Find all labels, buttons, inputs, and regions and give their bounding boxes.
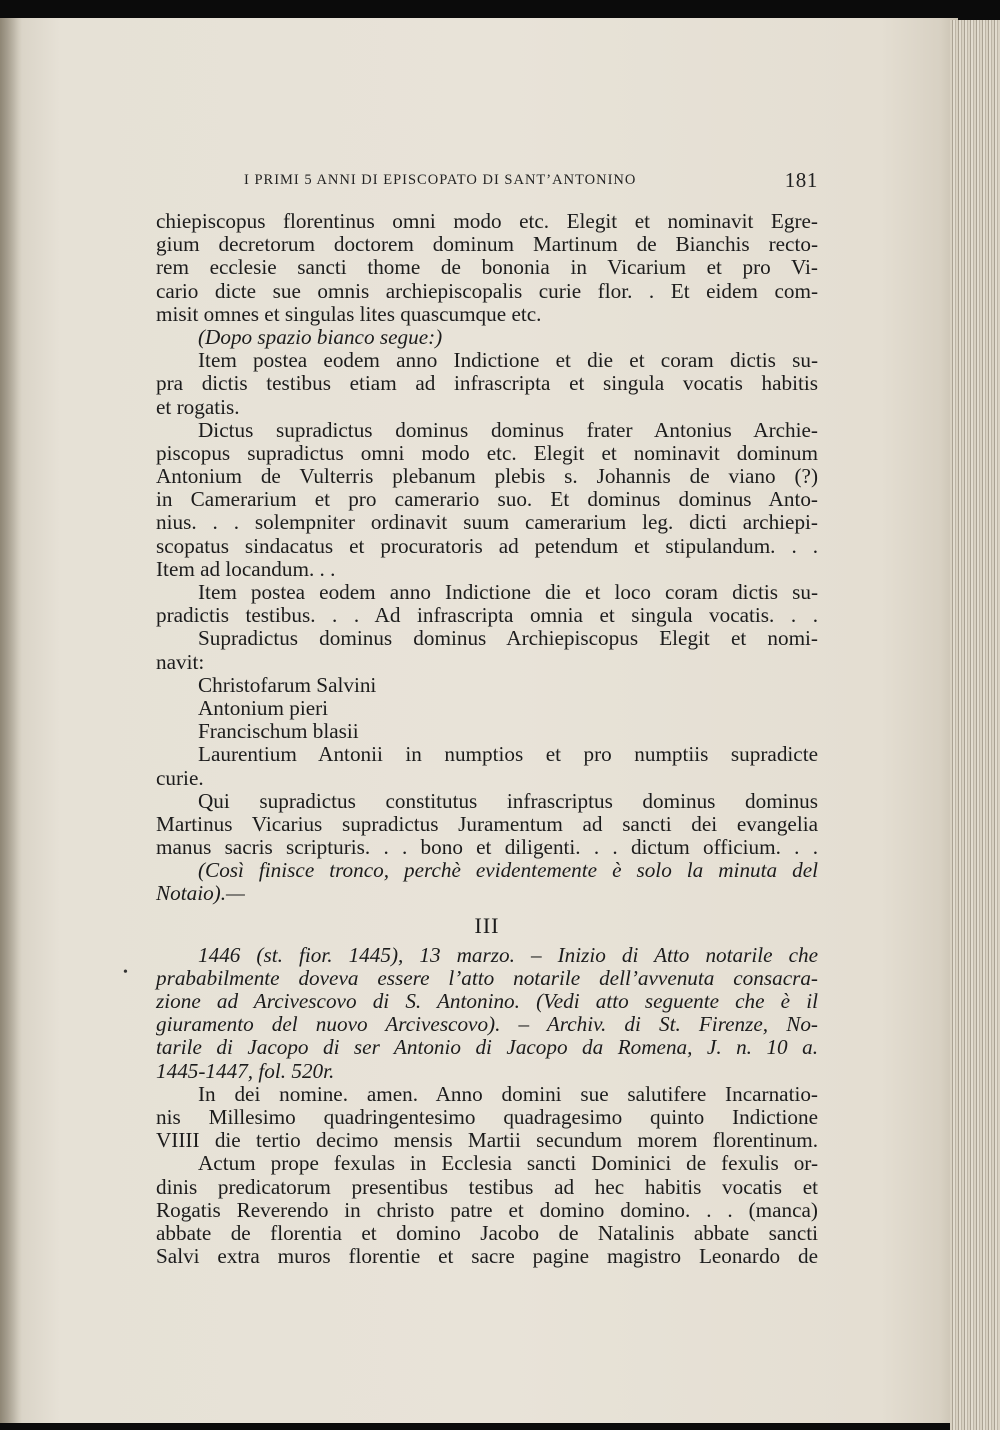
- document-summary: 1445-1447, fol. 520r.: [156, 1058, 335, 1083]
- text-line: Martinus Vicarius supradictus Juramentum ad sancti dei evangelia: [156, 811, 818, 836]
- text-line: dinis predicatorum presentibus testibus ad hec habitis vocatis et: [156, 1174, 818, 1199]
- document-summary: prababilmente doveva essere l’atto notarile dell’avvenuta consacra-: [156, 965, 818, 990]
- text-line: Item postea eodem anno Indictione die et loco coram dictis su-: [198, 580, 818, 604]
- margin-mark: •: [123, 965, 128, 980]
- name-list-item: Christofarum Salvini: [198, 672, 377, 697]
- text-line: Laurentium Antonii in numptios et pro numptiis supradicte: [198, 742, 818, 767]
- text-line: cario dicte sue omnis archiepiscopalis curie flor. . Et eidem com-: [156, 278, 818, 303]
- text-line: Salvi extra muros florentie et sacre pagine magistro Leonardo de: [156, 1244, 818, 1269]
- editor-note: Notaio).—: [156, 881, 245, 906]
- document-summary: giuramento del nuovo Arcivescovo). – Archiv. di St. Firenze, No-: [156, 1012, 818, 1037]
- section-heading: III: [474, 912, 500, 938]
- editor-note: (Dopo spazio bianco segue:): [198, 324, 443, 349]
- text-line: Dictus supradictus dominus dominus frater Antonius Archie-: [198, 417, 818, 442]
- text-line: scopatus sindacatus et procuratoris ad petendum et stipulandum. . .: [156, 533, 818, 558]
- text-line: Item postea eodem anno Indictione et die et coram dictis su-: [198, 348, 818, 373]
- running-head-title: I PRIMI 5 ANNI DI EPISCOPATO DI SANT’ANTONINO: [244, 172, 637, 188]
- text-line: et rogatis.: [156, 394, 240, 419]
- spine-shadow: [0, 18, 22, 1423]
- text-line: in Camerarium et pro camerario suo. Et dominus dominus Anto-: [156, 487, 818, 512]
- text-line: nius. . . solempniter ordinavit suum camerarium leg. dicti archiepi-: [156, 510, 818, 535]
- text-line: nis Millesimo quadringentesimo quadragesimo quinto Indictione: [156, 1104, 818, 1129]
- text-line: misit omnes et singulas lites quascumque etc.: [156, 301, 542, 326]
- page-edges: [950, 20, 1000, 1430]
- text-line: Qui supradictus constitutus infrascriptus dominus dominus: [198, 788, 818, 813]
- text-line: In dei nomine. amen. Anno domini sue salutifere Incarnatio-: [198, 1081, 818, 1106]
- document-summary: 1446 (st. fior. 1445), 13 marzo. – Inizio di Atto notarile che: [198, 942, 818, 967]
- text-line: Actum prope fexulas in Ecclesia sancti Dominici de fexulis or-: [198, 1151, 818, 1176]
- name-list-item: Francischum blasii: [198, 719, 359, 744]
- running-head: [156, 168, 818, 196]
- text-line: manus sacris scripturis. . . bono et diligenti. . . dictum officium. . .: [156, 835, 818, 860]
- text-line: Item ad locandum. . .: [156, 556, 336, 581]
- text-line: VIIII die tertio decimo mensis Martii secundum morem florentinum.: [156, 1128, 818, 1153]
- text-line: gium decretorum doctorem dominum Martinum de Bianchis recto-: [156, 232, 818, 257]
- name-list-item: Antonium pieri: [198, 695, 329, 720]
- text-line: piscopus supradictus omni modo etc. Elegit et nominavit dominum: [156, 440, 818, 465]
- document-summary: zione ad Arcivescovo di S. Antonino. (Vedi atto seguente che è il: [156, 989, 818, 1013]
- text-line: curie.: [156, 765, 204, 790]
- text-line: rem ecclesie sancti thome de bononia in Vicarium et pro Vi-: [156, 255, 818, 280]
- text-line: chiepiscopus florentinus omni modo etc. Elegit et nominavit Egre-: [156, 209, 818, 233]
- text-line: Antonium de Vulterris plebanum plebis s. Johannis de viano (?): [156, 464, 818, 489]
- text-line: pradictis testibus. . . Ad infrascripta omnia et singula vocatis. . .: [156, 603, 818, 628]
- text-line: abbate de florentia et domino Jacobo de Natalinis abbate sancti: [156, 1220, 818, 1245]
- text-line: Supradictus dominus dominus Archiepiscopus Elegit et nomi-: [198, 626, 818, 651]
- text-line: pra dictis testibus etiam ad infrascripta et singula vocatis habitis: [156, 371, 818, 396]
- page-number: 181: [784, 168, 818, 192]
- editor-note: (Così finisce tronco, perchè evidentemente è solo la minuta del: [198, 858, 818, 883]
- body-text: [156, 210, 818, 1268]
- document-summary: tarile di Jacopo di ser Antonio di Jacopo da Romena, J. n. 10 a.: [156, 1035, 818, 1060]
- text-line: Rogatis Reverendo in christo patre et domino domino. . . (manca): [156, 1197, 818, 1222]
- text-line: navit:: [156, 649, 205, 674]
